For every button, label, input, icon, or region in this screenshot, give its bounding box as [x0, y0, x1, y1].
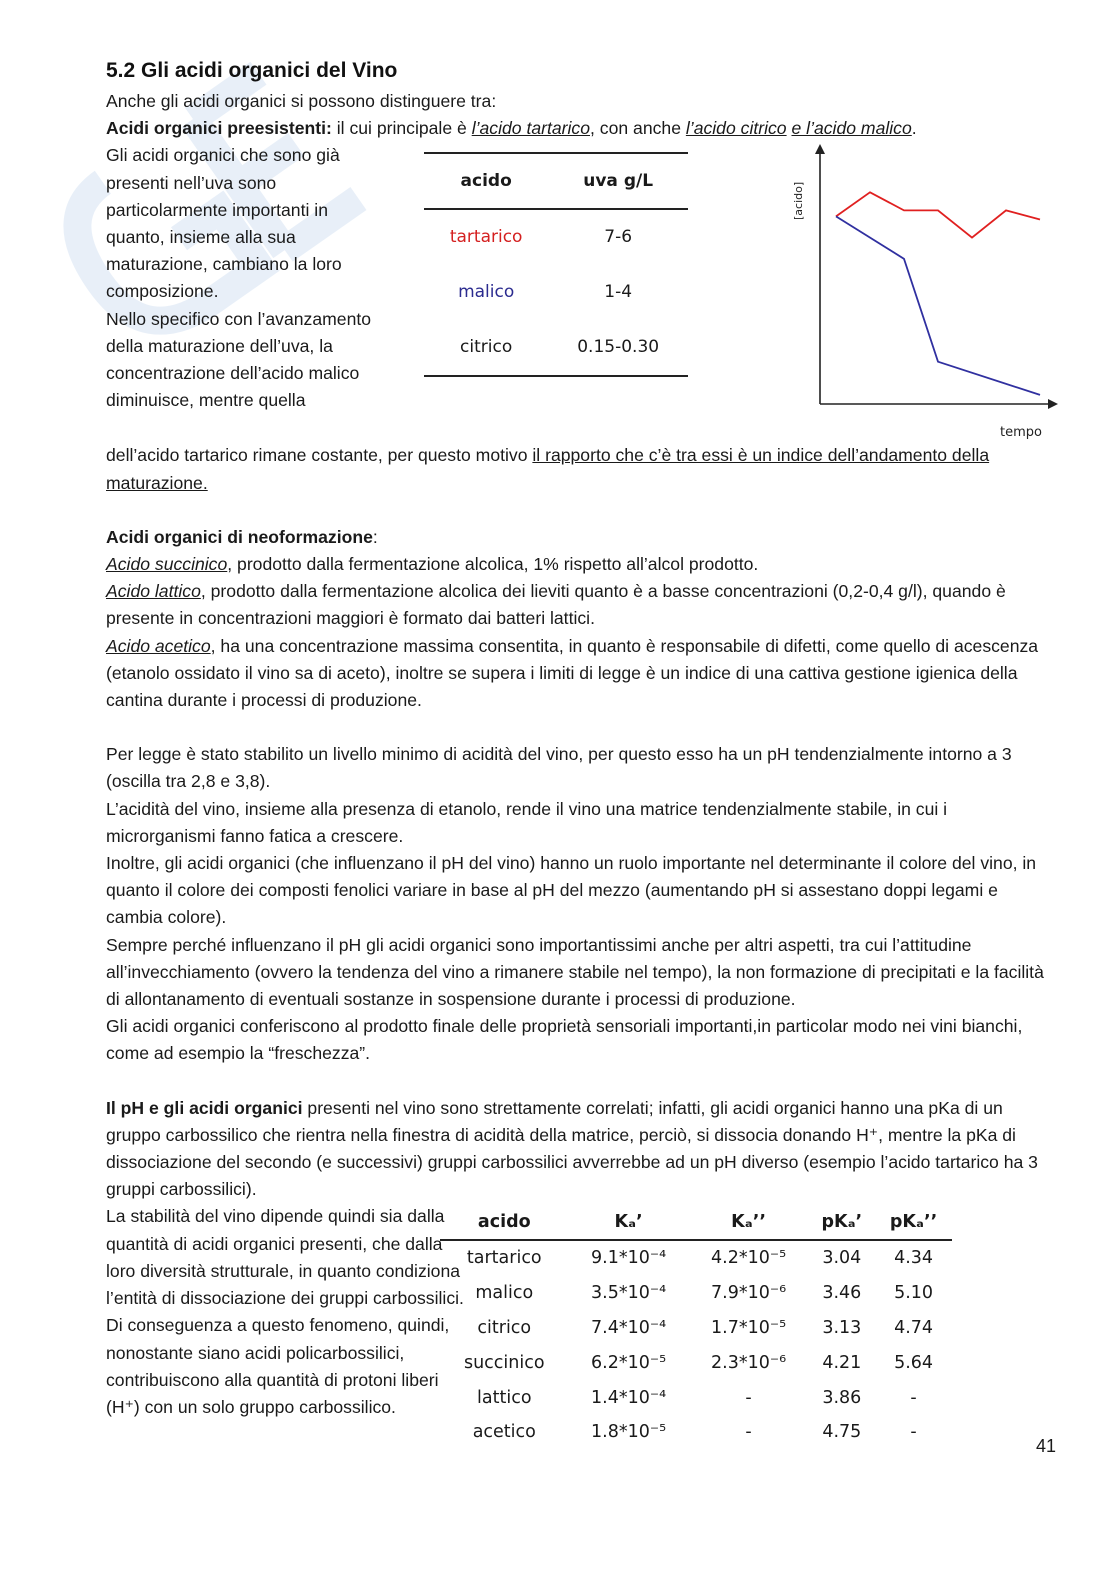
table-row: tartarico 7-6 — [424, 209, 688, 265]
ka-header-ka1: Kₐ’ — [569, 1205, 689, 1240]
table-row: malico 3.5*10⁻⁴ 7.9*10⁻⁶ 3.46 5.10 — [475, 1283, 934, 1304]
maturation-line: dell’acido tartarico rimane costante, per questo motivo il rapporto che c’è tra essi è un indice dell’andamento della maturazione. — [106, 445, 990, 493]
neo-item-lactic: Acido lattico, prodotto dalla fermentazione alcolica dei lieviti quanto è a basse concentrazioni (0,2-0,4 g/l), quando è presente in concentrazioni maggiori è formato dai batteri lattici. — [106, 581, 1006, 629]
table-row: citrico 0.15-0.30 — [424, 320, 688, 376]
y-axis-label: [acido] — [792, 182, 805, 221]
table-row: tartarico 9.1*10⁻⁴ 4.2*10⁻⁵ 3.04 4.34 — [466, 1248, 934, 1269]
grape-acids-block — [106, 142, 1058, 442]
paragraph-sensory: Gli acidi organici conferiscono al prodotto finale delle proprietà sensoriali importanti,in particolar modo nei vini bianchi, come ad esempio la “freschezza”. — [106, 1016, 1023, 1064]
ka-header-acid: acido — [440, 1205, 569, 1240]
x-axis-label: tempo — [1000, 425, 1042, 441]
section-title: 5.2 Gli acidi organici del Vino — [106, 59, 398, 82]
grape-acid-table — [424, 152, 688, 377]
acid-time-chart — [782, 142, 1082, 441]
ph-section-paragraph: Il pH e gli acidi organici presenti nel vino sono strettamente correlati; infatti, gli acidi organici hanno una pKa di un gruppo carbossilico che rientra nella finestra di acidità della matrice, perciò, si dissocia donando H⁺, mentre la pKa di dissociazione del secondo (e successivi) gruppi carbossilici avverrebbe ad un pH diverso (esempio l’acido tartarico ha 3 gruppi carbossilici). — [106, 1097, 1038, 1200]
stability-text: La stabilità del vino dipende quindi sia dalla quantità di acidi organici presenti, che dalla loro diversità strutturale, in quanto condiziona l’entità di dissociazione dei gruppi carbossilici. Di conseguenza a questo fenomeno, quindi, nonostante siano acidi policarbossilici, contribuiscono alla quantità di protoni liberi (H⁺) con un solo gruppo carbossilico. — [106, 1206, 464, 1417]
page-number: 41 — [1035, 1436, 1056, 1456]
ka-table — [440, 1205, 952, 1450]
acid-name-malico: malico — [458, 282, 515, 303]
neo-heading: Acidi organici di neoformazione: — [106, 526, 378, 547]
paragraph-legal-ph: Per legge è stato stabilito un livello minimo di acidità del vino, per questo esso ha un pH tendenzialmente intorno a 3 (oscilla tra 2,8 e 3,8). — [106, 744, 1012, 792]
ka-header-pka2: pKₐ’’ — [875, 1205, 952, 1240]
x-axis-arrow-icon — [1048, 399, 1058, 409]
grape-acids-text: Gli acidi organici che sono già presenti nell’uva sono particolarmente importanti in quanto, insieme alla sua maturazione, cambiano la loro composizione. Nello specifico con l’avanzamento della maturazione dell’uva, la concentrazione dell’acido malico diminuisce, mentre quella — [106, 145, 372, 411]
paragraph-stability: L’acidità del vino, insieme alla presenza di etanolo, rende il vino una matrice tendenzialmente stabile, in cui i microrganismi fanno fatica a crescere. — [106, 798, 948, 846]
neo-item-succinic: Acido succinico, prodotto dalla fermentazione alcolica, 1% rispetto all’alcol prodotto. — [106, 554, 759, 575]
neo-item-acetic: Acido acetico, ha una concentrazione massima consentita, in quanto è responsabile di difetti, come quello di acescenza (etanolo ossidato il vino sa di aceto), inoltre se supera i limiti di legge è un indice di una cattiva gestione igienica della cantina durante i processi di produzione. — [106, 635, 1039, 711]
acid-name-citrico: citrico — [424, 320, 548, 376]
grape-table-header-value: uva g/L — [548, 153, 688, 209]
table-row: acetico 1.8*10⁻⁵ - 4.75 - — [472, 1422, 917, 1443]
series-line-tartarico — [836, 193, 1040, 238]
y-axis-arrow-icon — [815, 144, 825, 154]
table-row: succinico 6.2*10⁻⁵ 2.3*10⁻⁶ 4.21 5.64 — [463, 1352, 934, 1373]
ka-header-pka1: pKₐ’ — [809, 1205, 876, 1240]
intro-line: Anche gli acidi organici si possono distinguere tra: — [106, 91, 497, 111]
paragraph-aging: Sempre perché influenzano il pH gli acidi organici sono importantissimi anche per altri aspetti, tra cui l’attitudine all’invecchiamento (ovvero la tendenza del vino a rimanere stabile nel tempo), la non formazione di precipitati e la facilità di allontanamento di eventuali sostanze in sospensione durante i processi di produzione. — [106, 934, 1044, 1010]
chart-series-group — [836, 193, 1040, 396]
preexisting-line: Acidi organici preesistenti: il cui principale è l’acido tartarico, con anche l’acido citrico e l’acido malico. — [106, 118, 917, 139]
grape-table-header-acid: acido — [424, 153, 548, 209]
series-line-malico — [836, 217, 1040, 396]
table-row: malico 1-4 — [424, 265, 688, 320]
ka-header-ka2: Kₐ’’ — [689, 1205, 809, 1240]
paragraph-colour: Inoltre, gli acidi organici (che influenzano il pH del vino) hanno un ruolo importante nel determinante il colore del vino, in quanto il colore dei composti fenolici variare in base al pH del mezzo (aumentando pH si assestano doppi legami e cambia colore). — [106, 853, 1037, 928]
table-row: citrico 7.4*10⁻⁴ 1.7*10⁻⁵ 3.13 4.74 — [477, 1317, 934, 1338]
table-row: lattico 1.4*10⁻⁴ - 3.86 - — [477, 1387, 917, 1408]
acid-name-tartarico: tartarico — [449, 227, 523, 248]
